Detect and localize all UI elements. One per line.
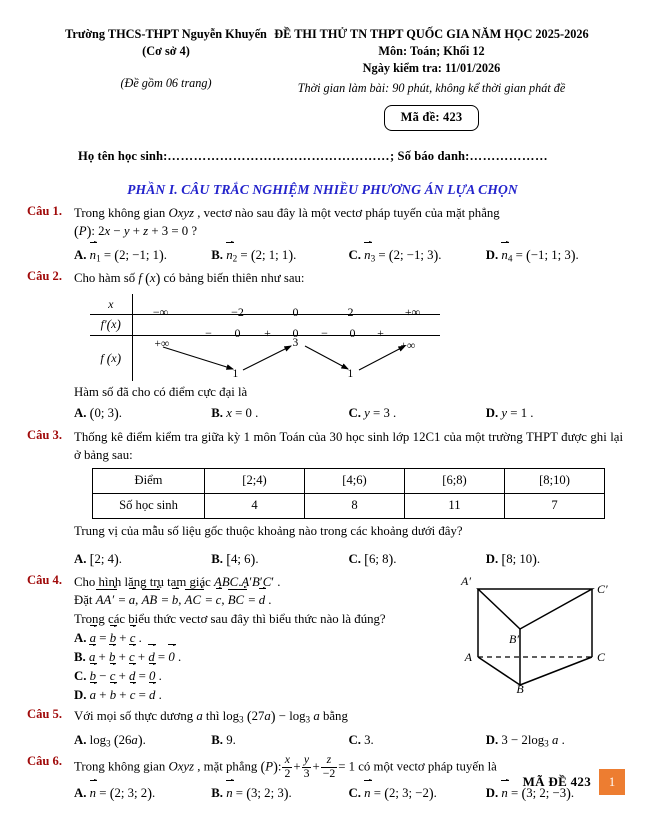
- option-c-key: C.: [348, 406, 361, 421]
- option-d-key: D.: [485, 732, 499, 747]
- question-3-followup: Trung vị của mẫu số liệu gốc thuộc khoảng nào trong các khoảng dưới đây?: [74, 523, 463, 538]
- option-c-key: C.: [348, 785, 361, 800]
- school-campus: (Cơ sở 4): [142, 43, 190, 58]
- sign-5: 0: [349, 325, 356, 340]
- option-d-key: D.: [485, 552, 499, 567]
- student-info-line: [0, 149, 645, 164]
- option-b[interactable]: B. n = (3; 2; 3).: [211, 785, 292, 802]
- option-a-sub: 1: [96, 253, 101, 264]
- option-c-key: C.: [348, 732, 361, 747]
- page-footer: [523, 769, 625, 795]
- stats-count-2: 11: [405, 493, 505, 518]
- option-b[interactable]: B. a + b + c + d = 0 .: [74, 648, 458, 666]
- option-c-key: C.: [74, 669, 87, 684]
- option-d[interactable]: D. a + b + c = d .: [74, 686, 458, 704]
- question-5-label: Câu 5.: [27, 707, 62, 722]
- option-d[interactable]: D. y = 1 .: [485, 406, 534, 421]
- option-d-sub: 4: [507, 253, 513, 264]
- sign-1: 0: [234, 325, 241, 340]
- stats-row-label-1: Số học sinh: [93, 493, 205, 518]
- option-c[interactable]: C. b − c + d = 0 .: [74, 667, 458, 685]
- school-info: [62, 26, 270, 131]
- option-a[interactable]: A. $n_1 = (2$; −1; 1).: [74, 247, 167, 264]
- option-c[interactable]: C. y = 3 .: [348, 406, 397, 421]
- variation-row-x-label: x: [90, 294, 132, 314]
- option-a-key: A.: [74, 732, 87, 747]
- option-b[interactable]: B. $n_2 = (2$; 1; 1).: [211, 247, 297, 264]
- f-val-0: +∞: [154, 337, 170, 350]
- variation-arrows-svg: [133, 336, 433, 382]
- student-id-dots: ………………: [469, 148, 549, 163]
- question-1-equation: (P): 2x − y + z + 3 = 0 ?: [74, 224, 198, 241]
- question-3-stem: Thống kê điểm kiểm tra giữa kỳ 1 môn Toán của 30 học sinh lớp 12C1 của một trường THPT được ghi lại ở bảng sau:: [74, 429, 623, 462]
- exam-date: Ngày kiểm tra: 11/01/2026: [362, 60, 501, 75]
- option-c-sub: 3: [370, 253, 376, 264]
- variation-row-f-label: f (x): [90, 335, 132, 381]
- x-val-4: +∞: [404, 305, 421, 320]
- option-b-key: B.: [74, 649, 86, 664]
- option-d-key: D.: [485, 247, 499, 262]
- student-name-label: Họ tên học sinh:: [78, 148, 168, 163]
- question-4-label: Câu 4.: [27, 573, 62, 588]
- question-1: [24, 204, 623, 266]
- option-a-key: A.: [74, 247, 87, 262]
- option-d-key: D.: [485, 785, 499, 800]
- option-d[interactable]: D. $3 - 2\log_3$ a .: [485, 732, 565, 749]
- variation-row-df-label: f′(x): [90, 315, 132, 335]
- option-b-sub: 2: [232, 253, 238, 264]
- option-a-key: A.: [74, 630, 87, 645]
- f-val-1: 1: [232, 367, 239, 380]
- question-5-options: [74, 731, 623, 751]
- question-2-options: [74, 404, 623, 424]
- option-d[interactable]: D. n = (3; 2; −3).: [485, 785, 575, 802]
- stats-count-1: 8: [305, 493, 405, 518]
- question-2-followup: Hàm số đã cho có điểm cực đại là: [74, 385, 248, 400]
- stats-bin-1: [4;6): [305, 469, 405, 494]
- stats-row-label-0: Điểm: [93, 469, 205, 494]
- sign-0: −: [205, 325, 212, 340]
- option-c[interactable]: C. $n_3 = (2$; −1; 3).: [348, 247, 442, 264]
- variation-table: [90, 294, 440, 381]
- question-1-options: [74, 246, 623, 266]
- question-4-line2: Đặt AA′ = a, AB = b, AC = c, BC = d .: [74, 591, 458, 609]
- exam-title: ĐỀ THI THỬ TN THPT QUỐC GIA NĂM HỌC 2025-2026: [274, 27, 589, 41]
- sign-4: −: [321, 325, 328, 340]
- option-b-coords: 2; 1; 1: [255, 247, 289, 262]
- option-a-coords: 2; 3; 2: [114, 785, 148, 800]
- option-a[interactable]: A. [2; 4).: [74, 551, 122, 568]
- vertex-label-C: C: [597, 650, 606, 665]
- part-one-title: PHẦN I. CÂU TRẮC NGHIỆM NHIỀU PHƯƠNG ÁN LỰA CHỌN: [127, 181, 518, 197]
- prism-figure: [458, 573, 623, 704]
- vertex-label-A: A: [464, 650, 472, 665]
- option-d-key: D.: [74, 688, 87, 703]
- sign-3: 0: [292, 325, 299, 340]
- student-id-label: ; Số báo danh:: [390, 148, 470, 163]
- option-c-coords: 2; 3; −2: [388, 785, 429, 800]
- option-a-key: A.: [74, 785, 87, 800]
- f-val-2: 3: [292, 336, 299, 349]
- question-3: [24, 428, 623, 571]
- option-a-coords: 2; −1; 1: [119, 247, 159, 262]
- stats-count-3: 7: [505, 493, 605, 518]
- school-name: Trường THCS-THPT Nguyễn Khuyến: [65, 27, 267, 41]
- option-b-key: B.: [211, 552, 223, 567]
- option-c-key: C.: [348, 552, 361, 567]
- variation-x-values: [132, 294, 440, 320]
- option-b-key: B.: [211, 785, 223, 800]
- question-1-stem: Trong không gian Oxyz , vectơ nào sau đây là một vectơ pháp tuyến của mặt phẳng: [74, 205, 500, 220]
- page-count-note: (Đề gồm 06 trang): [120, 76, 212, 91]
- page-number-badge: 1: [599, 769, 625, 795]
- option-b-key: B.: [211, 406, 223, 421]
- question-2-stem: Cho hàm số f (x) có bảng biến thiên như sau:: [74, 270, 305, 287]
- table-row: [93, 493, 605, 518]
- exam-duration: Thời gian làm bài: 90 phút, không kể thời gian phát đề: [297, 80, 566, 95]
- question-4-line3: Trong các biểu thức vectơ sau đây thì biểu thức nào là đúng?: [74, 611, 386, 626]
- option-b-coords: 3; 2; 3: [251, 785, 284, 800]
- x-val-2: 0: [292, 305, 299, 320]
- student-name-dots: ……………………………………………: [167, 148, 391, 163]
- question-6-label: Câu 6.: [27, 754, 62, 769]
- option-c-coords: 2; −1; 3: [393, 247, 434, 262]
- vertex-label-B-prime: B′: [509, 632, 519, 647]
- option-a[interactable]: A. a = b + c .: [74, 629, 458, 647]
- option-b[interactable]: B. x = 0 .: [211, 406, 259, 421]
- f-val-3: 1: [347, 367, 354, 380]
- exam-info: [270, 26, 593, 131]
- option-c[interactable]: C. n = (2; 3; −2).: [348, 785, 437, 802]
- option-a-key: A.: [74, 552, 87, 567]
- option-b[interactable]: B. [4; 6).: [211, 551, 259, 568]
- footer-exam-code: MÃ ĐỀ 423: [522, 774, 591, 789]
- question-3-label: Câu 3.: [27, 427, 62, 442]
- option-b[interactable]: B. 9.: [211, 732, 236, 747]
- vertex-label-C-prime: C′: [597, 582, 608, 597]
- exam-subject: Môn: Toán; Khối 12: [378, 43, 485, 58]
- question-5-stem: Với mọi số thực dương a thì $\log_3 (27a) - \log_3 a$ bằng: [74, 709, 348, 726]
- option-c-key: C.: [348, 247, 361, 262]
- x-val-3: 2: [347, 305, 354, 320]
- option-c[interactable]: C. [6; 8).: [348, 551, 397, 568]
- variation-signs: [132, 315, 440, 340]
- option-d[interactable]: D. [8; 10).: [485, 551, 541, 568]
- vertex-label-A-prime: A′: [461, 574, 471, 589]
- option-c[interactable]: C. 3.: [348, 732, 374, 747]
- stats-bin-2: [6;8): [405, 469, 505, 494]
- sign-2: +: [264, 325, 271, 340]
- option-d-coords: 3; 2; −3: [526, 785, 567, 800]
- option-d-key: D.: [485, 406, 499, 421]
- option-d[interactable]: D. $n_4 = (-1$; 1; 3).: [485, 247, 579, 264]
- vertex-label-B: B: [516, 682, 524, 694]
- option-b-key: B.: [211, 247, 223, 262]
- question-1-label: Câu 1.: [27, 203, 62, 218]
- stats-count-0: 4: [205, 493, 305, 518]
- f-val-4: +∞: [400, 339, 416, 352]
- question-4-options: [74, 629, 458, 705]
- question-6-stem: Trong không gian Oxyz , mặt phẳng (P): $\frac{x}{2}$ + $\frac{y}{3}$ + $\frac{z}{-2}$ = 1 có một vectơ pháp tuyến là: [74, 753, 497, 780]
- document-header: [0, 0, 645, 131]
- exam-code-badge: Mã đề: 423: [384, 105, 480, 131]
- question-2-label: Câu 2.: [27, 268, 62, 283]
- triangular-prism-svg: [458, 573, 618, 693]
- stats-bin-3: [8;10): [505, 469, 605, 494]
- option-a-key: A.: [74, 406, 87, 421]
- option-b-key: B.: [211, 732, 223, 747]
- option-d-coords: −1; 1; 3: [530, 247, 571, 262]
- question-3-options: [74, 550, 623, 570]
- stats-bin-0: [2;4): [205, 469, 305, 494]
- question-4-stem: Cho hình lăng trụ tam giác ABC.A′B′C′ .: [74, 575, 281, 590]
- sign-6: +: [377, 325, 384, 340]
- option-a[interactable]: A. $\log_3 (26a)$.: [74, 732, 146, 749]
- option-a[interactable]: A. n = (2; 3; 2).: [74, 785, 156, 802]
- question-2: [24, 269, 623, 425]
- option-a[interactable]: A. (0; 3).: [74, 406, 122, 423]
- question-5: [24, 707, 623, 751]
- variation-f-values: [132, 335, 440, 381]
- x-val-1: −2: [231, 305, 244, 320]
- table-row: [93, 469, 605, 494]
- questions-container: [0, 204, 645, 804]
- statistics-table: [92, 468, 605, 519]
- x-val-0: −∞: [152, 305, 169, 320]
- question-4: [24, 573, 623, 704]
